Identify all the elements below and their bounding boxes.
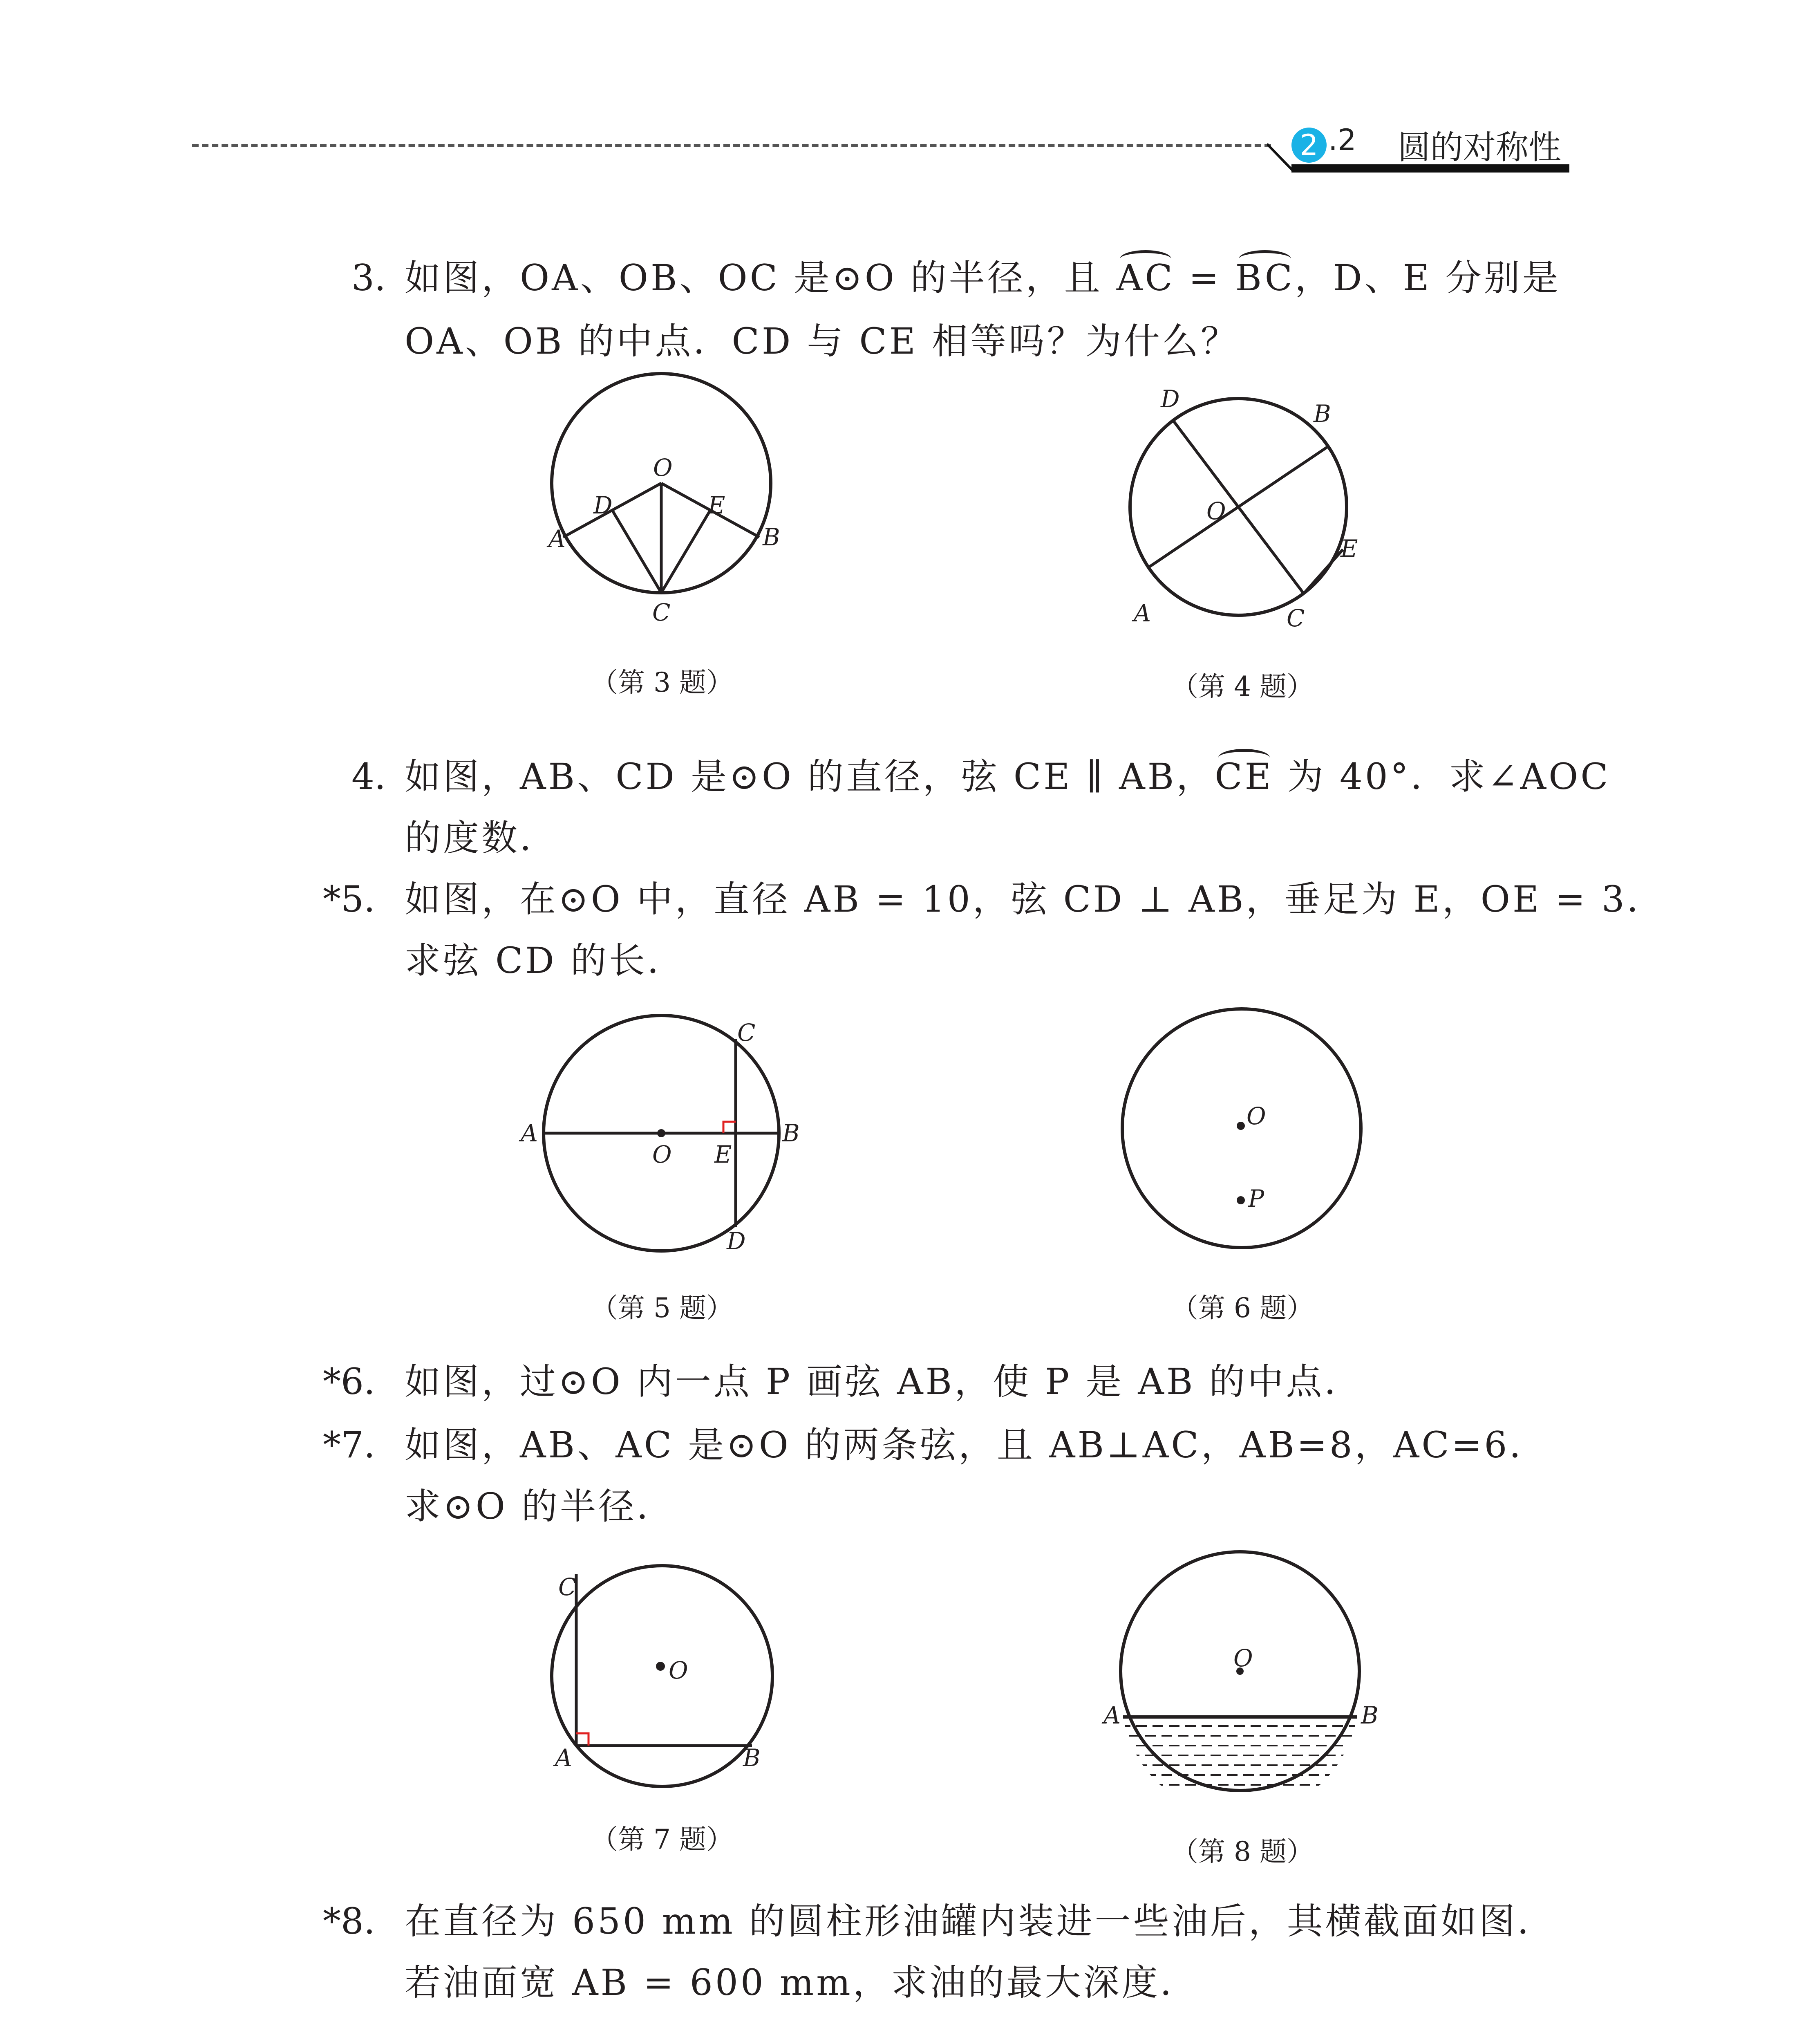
problem-5-line2: 求弦 CD 的长． [405, 939, 686, 982]
fig6-center-dot [1237, 1122, 1245, 1130]
fig6-label-o: O [1247, 1102, 1266, 1130]
section-badge: 2 [1291, 128, 1327, 163]
section-title: 圆的对称性 [1398, 128, 1561, 166]
fig4-label-b: B [1314, 400, 1331, 428]
figure-3 [531, 376, 780, 642]
problem-5-line1: 如图，在⊙O 中，直径 AB = 10，弦 CD ⊥ AB，垂足为 E，OE = 3． [405, 878, 1665, 920]
figure-6 [1112, 1006, 1373, 1259]
figure-5 [515, 1014, 817, 1267]
fig5-label-o: O [652, 1141, 672, 1168]
equals-sign: = [1175, 257, 1235, 299]
fig3-label-o: O [653, 454, 673, 482]
problem-4-line1-pre: 如图，AB、CD 是⊙O 的直径，弦 CE ∥ AB， [405, 755, 1215, 798]
figure-4 [1103, 385, 1381, 642]
caption-figure-5: （第 5 题） [591, 1292, 733, 1324]
problem-6-number: *6. [323, 1360, 375, 1403]
caption-figure-3: （第 3 题） [591, 667, 733, 698]
fig3-label-e: E [708, 491, 725, 519]
problem-3-line1-post: ，D、E 分别是 [1295, 257, 1561, 299]
caption-figure-6: （第 6 题） [1171, 1292, 1314, 1324]
fig7-label-b: B [743, 1744, 761, 1772]
problem-7-line1: 如图，AB、AC 是⊙O 的两条弦，且 AB⊥AC，AB=8，AC=6． [405, 1424, 1548, 1466]
arc-ac: AC [1116, 257, 1175, 299]
fig3-label-a: A [548, 525, 566, 553]
fig3-label-d: D [593, 491, 613, 519]
fig8-label-a: A [1103, 1701, 1121, 1729]
fig3-label-b: B [763, 523, 780, 551]
fig4-label-e: E [1341, 535, 1358, 563]
problem-3-line2: OA、OB 的中点．CD 与 CE 相等吗？为什么？ [405, 320, 1239, 362]
problem-4-number: 4. [351, 755, 386, 798]
header-dashed-rule [192, 144, 1271, 147]
fig6-label-p: P [1248, 1185, 1264, 1213]
fig4-label-a: A [1134, 599, 1151, 627]
problem-8-line1: 在直径为 650 mm 的圆柱形油罐内装进一些油后，其横截面如图． [405, 1900, 1556, 1942]
problem-3-number: 3. [351, 257, 386, 299]
fig3-label-c: C [652, 598, 671, 626]
fig5-label-a: A [521, 1119, 538, 1147]
fig5-label-c: C [737, 1019, 756, 1047]
problem-3-line1-pre: 如图，OA、OB、OC 是⊙O 的半径，且 [405, 257, 1117, 299]
problem-4-line2: 的度数． [405, 817, 559, 859]
problem-6-line1: 如图，过⊙O 内一点 P 画弦 AB，使 P 是 AB 的中点． [405, 1360, 1363, 1403]
fig4-chord-ce [1304, 549, 1343, 594]
fig5-right-angle-mark [723, 1122, 736, 1133]
fig5-center-dot [657, 1129, 665, 1137]
fig8-label-o: O [1233, 1644, 1253, 1672]
fig7-label-c: C [558, 1573, 577, 1601]
figure-7 [539, 1562, 793, 1791]
problem-8-line2: 若油面宽 AB = 600 mm，求油的最大深度． [405, 1961, 1199, 2004]
problem-8-number: *8. [323, 1900, 375, 1942]
fig7-right-angle-mark [576, 1733, 589, 1746]
problem-7-number: *7. [323, 1424, 375, 1466]
fig4-label-o: O [1206, 497, 1226, 525]
arc-bc: BC [1235, 257, 1295, 299]
caption-figure-7: （第 7 题） [591, 1824, 733, 1855]
fig7-label-o: O [669, 1656, 688, 1684]
section-number: .2 [1328, 123, 1356, 157]
fig7-center-dot [656, 1662, 665, 1671]
figure-8 [1095, 1549, 1381, 1803]
fig8-label-b: B [1361, 1701, 1379, 1729]
fig4-label-d: D [1161, 385, 1180, 413]
fig3-segment-dc [612, 510, 661, 593]
fig4-label-c: C [1287, 604, 1305, 632]
problem-7-line2: 求⊙O 的半径． [405, 1485, 675, 1527]
problem-4-line1 [405, 756, 1611, 797]
fig7-circle [552, 1566, 772, 1786]
problem-4-line1-post: 为 40°．求∠AOC [1273, 755, 1611, 798]
fig5-label-d: D [727, 1227, 746, 1255]
fig6-point-p [1237, 1196, 1245, 1204]
fig3-segment-ec [661, 510, 710, 593]
fig4-diameter-dc [1173, 420, 1304, 594]
fig5-label-e: E [714, 1141, 732, 1168]
caption-figure-4: （第 4 题） [1171, 671, 1314, 702]
fig7-label-a: A [555, 1744, 572, 1772]
problem-5-number: *5. [323, 878, 375, 920]
caption-figure-8: （第 8 题） [1171, 1836, 1314, 1867]
problem-3-line1 [405, 258, 1561, 298]
arc-ce: CE [1215, 755, 1273, 798]
fig5-label-b: B [782, 1119, 800, 1147]
